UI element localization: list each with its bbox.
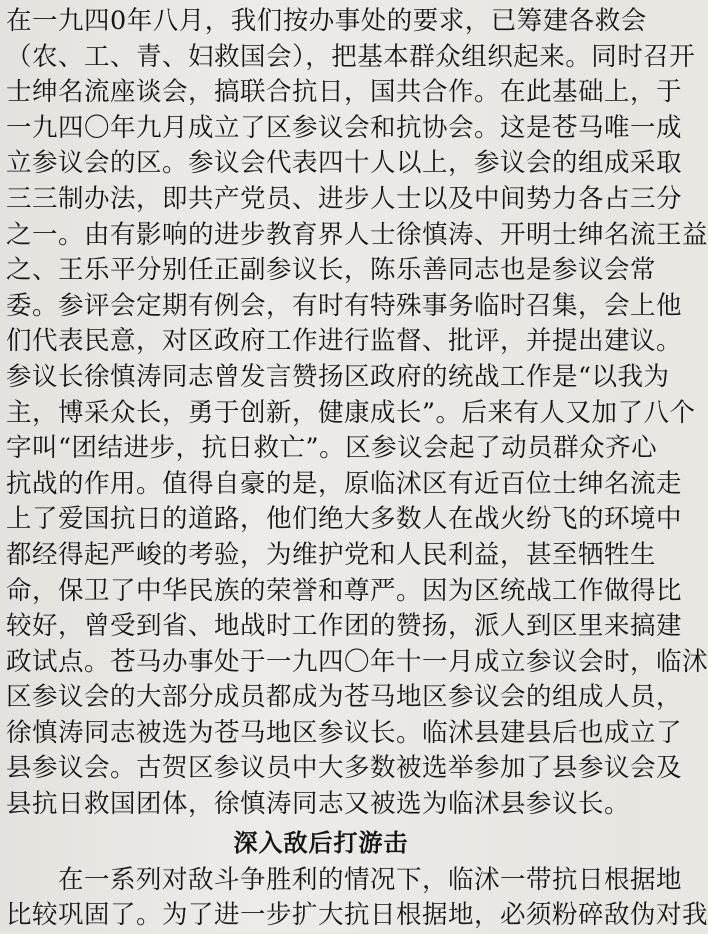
text-line: 之一。由有影响的进步教育界人士徐慎涛、开明士绅名流王益 — [6, 219, 708, 250]
text-line: 比较巩固了。为了进一步扩大抗日根据地，必须粉碎敌伪对我 — [6, 900, 708, 931]
text-line: 在一系列对敌斗争胜利的情况下，临沭一带抗日根据地 — [58, 864, 683, 895]
text-line: 徐慎涛同志被选为苍马地区参议长。临沭县建县后也成立了 — [6, 717, 683, 748]
text-line: 主，博采众长，勇于创新，健康成长”。后来有人又加了八个 — [6, 397, 696, 428]
text-line: 命，保卫了中华民族的荣誉和尊严。因为区统战工作做得比 — [6, 575, 683, 606]
text-line: 上了爱国抗日的道路，他们绝大多数人在战火纷飞的环境中 — [6, 504, 683, 535]
text-line: 政试点。苍马办事处于一九四〇年十一月成立参议会时，临沭 — [6, 646, 708, 677]
text-line: 区参议会的大部分成员都成为苍马地区参议会的组成人员， — [6, 682, 683, 713]
text-line: 委。参评会定期有例会，有时有特殊事务临时召集，会上他 — [6, 290, 683, 321]
text-line: 较好，曾受到省、地战时工作团的赞扬，派人到区里来搞建 — [6, 611, 683, 642]
text-line: 立参议会的区。参议会代表四十人以上，参议会的组成采取 — [6, 148, 683, 179]
text-line: 县参议会。古贺区参议员中大多数被选举参加了县参议会及 — [6, 753, 683, 784]
paragraph-1 — [6, 4, 708, 823]
text-line: 都经得起严峻的考验，为维护党和人民利益，甚至牺牲生 — [6, 539, 657, 570]
text-line: 在一九四0年八月，我们按办事处的要求，已筹建各救会 — [6, 6, 647, 36]
text-line: 一九四〇年九月成立了区参议会和抗协会。这是苍马唯一成 — [6, 112, 683, 143]
text-line: 参议长徐慎涛同志曾发言赞扬区政府的统战工作是“以我为 — [6, 361, 670, 392]
text-line: 县抗日救国团体，徐慎涛同志又被选为临沭县参议长。 — [6, 789, 631, 820]
paragraph-2 — [6, 863, 708, 934]
text-line: 们代表民意，对区政府工作进行监督、批评，并提出建议。 — [6, 326, 683, 357]
section-heading: 深入敌后打游击 — [233, 828, 409, 857]
text-line: 士绅名流座谈会，搞联合抗日，国共合作。在此基础上，于 — [6, 77, 683, 108]
text-line: 之、王乐平分别任正副参议长，陈乐善同志也是参议会常 — [6, 255, 657, 286]
text-line: 三三制办法，即共产党员、进步人士以及中间势力各占三分 — [6, 183, 683, 214]
text-line: 抗战的作用。值得自豪的是，原临沭区有近百位士绅名流走 — [6, 468, 683, 499]
text-line: 字叫“团结进步，抗日救亡”。区参议会起了动员群众齐心 — [6, 433, 658, 464]
text-line: （农、工、青、妇救国会），把基本群众组织起来。同时召开 — [6, 41, 696, 72]
